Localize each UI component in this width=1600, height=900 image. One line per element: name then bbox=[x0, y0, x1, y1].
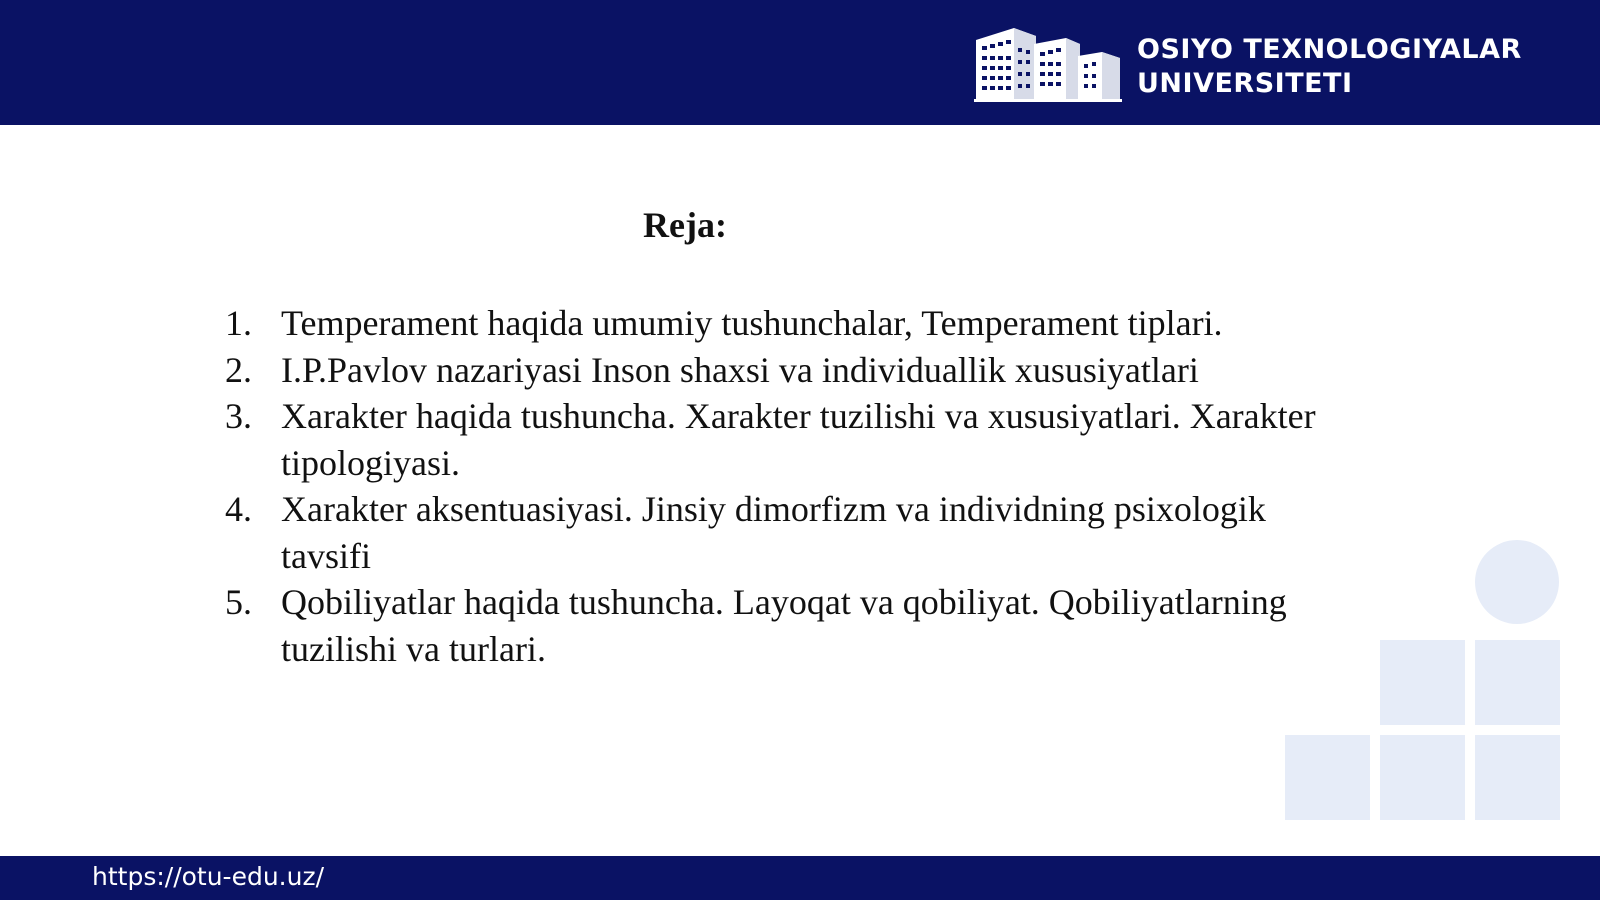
footer-bar bbox=[0, 856, 1600, 900]
university-building-icon bbox=[974, 26, 1122, 104]
plan-item-number: 1. bbox=[225, 303, 252, 343]
plan-item-text: Xarakter aksentuasiyasi. Jinsiy dimorfizm va individning psixologik tavsifi bbox=[281, 489, 1266, 576]
university-name bbox=[1137, 33, 1522, 101]
plan-item-4 bbox=[222, 486, 1322, 579]
plan-item-number: 2. bbox=[225, 349, 252, 390]
plan-item-2 bbox=[222, 347, 1322, 394]
plan-list bbox=[222, 300, 1322, 672]
university-name-line2: UNIVERSITETI bbox=[1137, 68, 1353, 99]
plan-item-text: Xarakter haqida tushuncha. Xarakter tuzilishi va xususiyatlari. Xarakter tipologiyasi. bbox=[281, 396, 1316, 483]
plan-item-text: I.P.Pavlov nazariyasi Inson shaxsi va individuallik xususiyatlari bbox=[281, 349, 1199, 390]
plan-item-number: 5. bbox=[225, 582, 252, 622]
slide-title: Reja: bbox=[643, 205, 727, 245]
plan-item-number: 3. bbox=[225, 396, 252, 436]
university-logo-watermark-icon bbox=[1280, 540, 1570, 830]
footer-url-link[interactable]: https://otu-edu.uz/ bbox=[92, 862, 325, 891]
plan-item-number: 4. bbox=[225, 489, 252, 529]
plan-item-5 bbox=[222, 579, 1322, 672]
university-name-line1: OSIYO TEXNOLOGIYALAR bbox=[1137, 34, 1522, 65]
plan-item-text: Temperament haqida umumiy tushunchalar, Temperament tiplari. bbox=[281, 303, 1223, 343]
header-bar bbox=[0, 0, 1600, 125]
plan-item-1 bbox=[222, 300, 1322, 347]
plan-item-3 bbox=[222, 393, 1322, 486]
plan-item-text: Qobiliyatlar haqida tushuncha. Layoqat va qobiliyat. Qobiliyatlarning tuzilishi va turlari. bbox=[281, 582, 1287, 669]
